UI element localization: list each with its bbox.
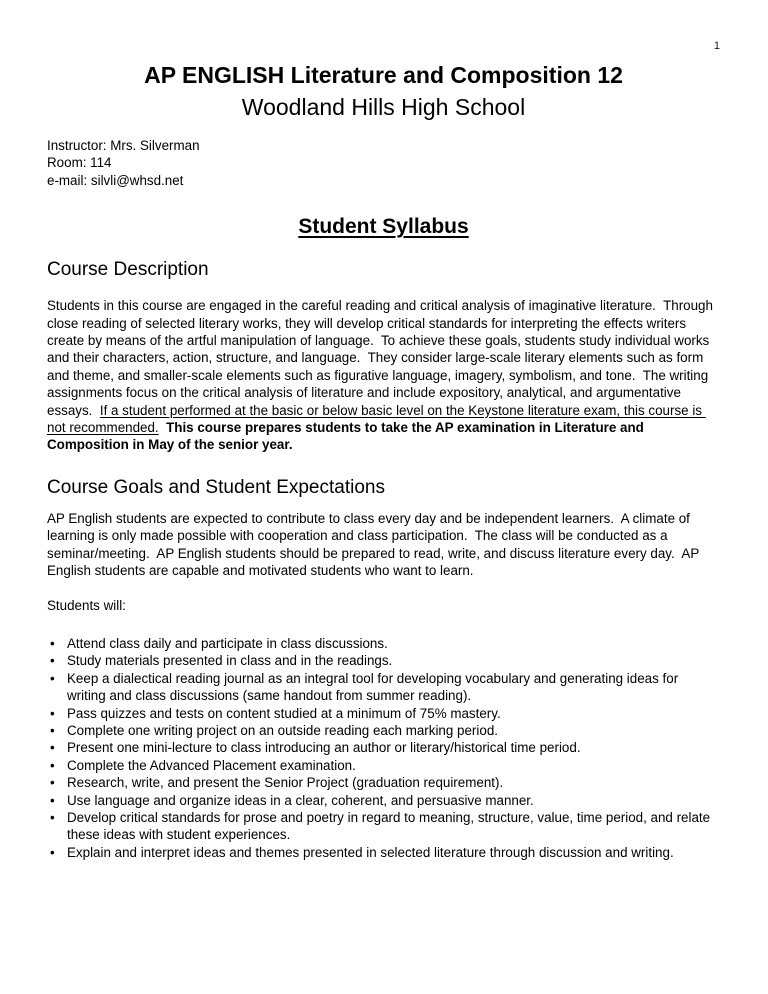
list-item: • Present one mini-lecture to class introducing an author or literary/historical time period. [47,739,720,756]
students-will-label: Students will: [47,597,126,613]
list-item: • Keep a dialectical reading journal as an integral tool for developing vocabulary and generating ideas for writing and class discussions (same handout from summer reading). [47,670,720,705]
course-description-normal-text: Students in this course are engaged in the careful reading and critical analysis of imaginative literature. Through close reading of selected literary works, they will develop critical standards for interpreting the effects writers create by means of the artful manipulation of language. To achieve these goals, students study individual works and their characters, action, structure, and language. They consider large-scale literary elements such as form and theme, and smaller-scale elements such as figurative language, imagery, symbolism, and tone. The writing assignments focus on the critical analysis of literature and include expository, analytical, and argumentative essays. [47,298,717,418]
section-heading-course-goals: Course Goals and Student Expectations [47,476,385,498]
room-line: Room: 114 [47,155,112,171]
course-description-paragraph [47,297,720,454]
list-item: • Complete one writing project on an outside reading each marking period. [47,722,720,739]
list-item: • Use language and organize ideas in a clear, coherent, and persuasive manner. [47,792,720,809]
list-item: • Attend class daily and participate in class discussions. [47,635,720,652]
list-item: • Research, write, and present the Senior Project (graduation requirement). [47,774,720,791]
course-description-bold-text: This course prepares students to take the AP examination in Literature and Composition in May of the senior year. [47,420,648,453]
course-goals-paragraph: AP English students are expected to contribute to class every day and be independent learners. A climate of learning is only made possible with cooperation and class participation. The class will be conducted as a seminar/meeting. AP English students should be prepared to read, write, and discuss literature every day. AP English students are capable and motivated students who want to learn. [47,510,703,579]
page-number: 1 [713,40,720,52]
email-line: e-mail: silvli@whsd.net [47,172,184,188]
instructor-line: Instructor: Mrs. Silverman [47,138,200,153]
list-item: • Pass quizzes and tests on content studied at a minimum of 75% mastery. [47,705,720,722]
list-item: • Explain and interpret ideas and themes presented in selected literature through discussion and writing. [47,844,720,861]
list-item: • Study materials presented in class and in the readings. [47,652,720,669]
doc-heading-student-syllabus: Student Syllabus [298,215,469,239]
instructor-block [47,137,720,189]
school-name: Woodland Hills High School [241,94,526,120]
expectations-list [47,635,720,861]
list-item: • Complete the Advanced Placement examination. [47,757,720,774]
list-item: • Develop critical standards for prose and poetry in regard to meaning, structure, value, time period, and relate these ideas with student experiences. [47,809,720,844]
section-heading-course-description: Course Description [47,259,209,281]
course-description-underlined-text: If a student performed at the basic or below basic level on the Keystone literature exam, this course is not recommended. [47,402,706,436]
course-title: AP ENGLISH Literature and Composition 12 [144,62,623,88]
